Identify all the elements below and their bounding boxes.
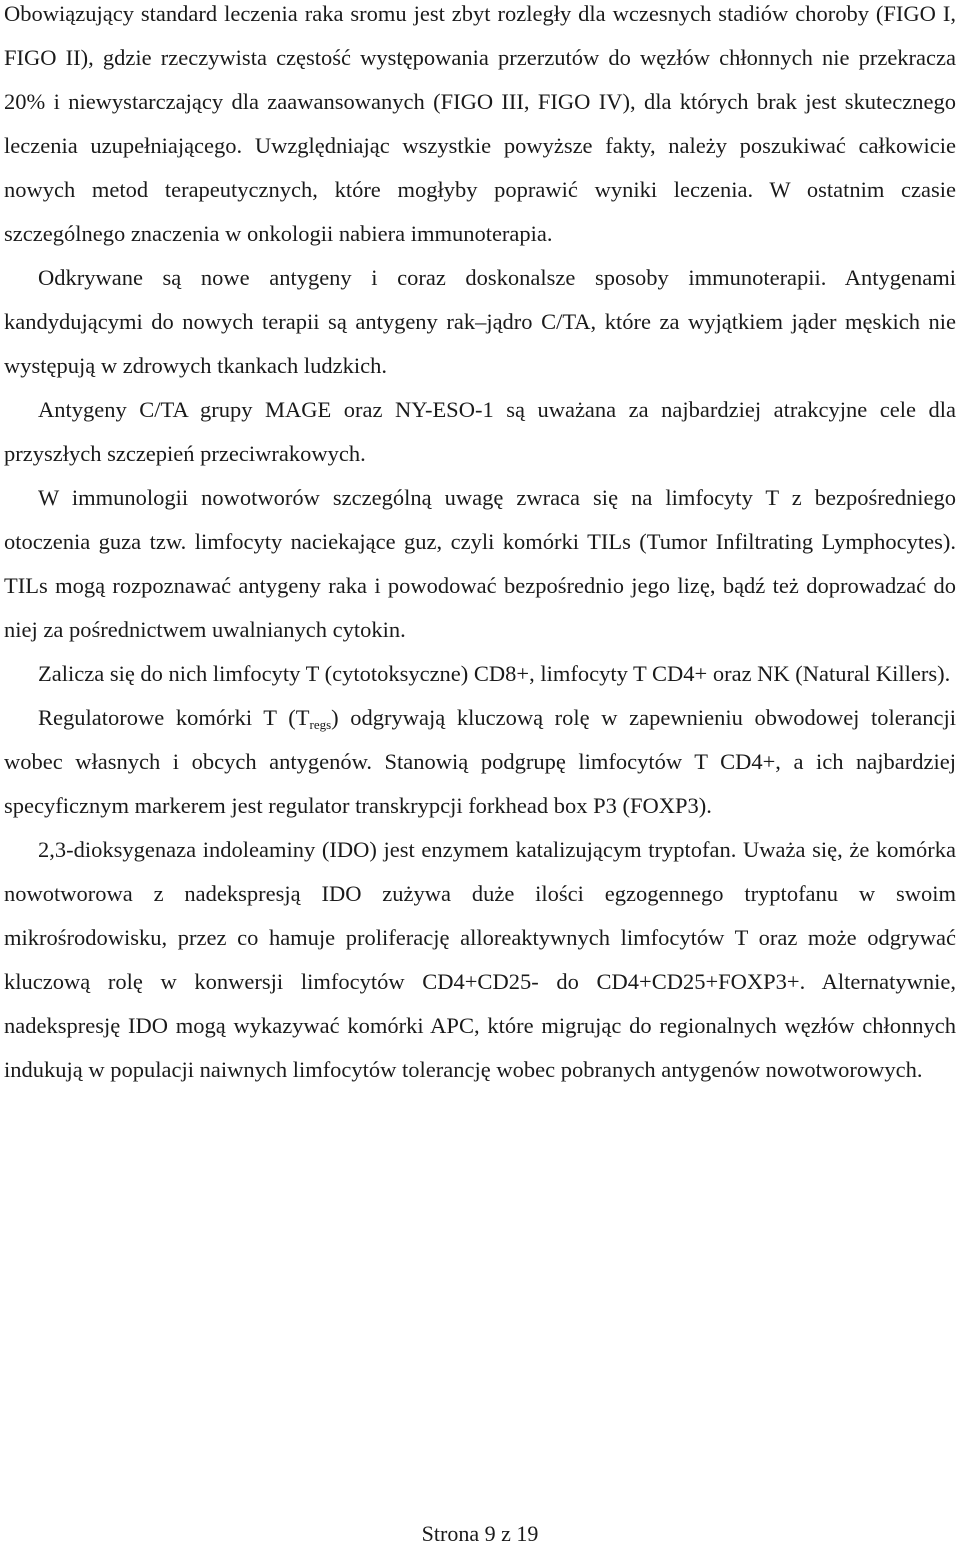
paragraph-tumor-immunology: W immunologii nowotworów szczególną uwagę zwraca się na limfocyty T z bezpośredniego otoczenia guza tzw. limfocyty naciekające guz, czyli komórki TILs (Tumor Infiltrating Lymphocytes). TILs mogą rozpoznawać antygeny raka i powodować bezpośrednio jego lizę, bądź też doprowadzać do niej za pośrednictwem uwalnianych cytokin.	[4, 485, 956, 642]
tregs-text-after: ) odgrywają kluczową rolę w zapewnieniu obwodowej tolerancji wobec własnych i obcych antygenów. Stanowią podgrupę limfocytów T CD4+, a ich najbardziej specyficznym markerem jest regulator transkrypcji forkhead box P3 (FOXP3).	[4, 705, 957, 818]
paragraph-new-antigens: Odkrywane są nowe antygeny i coraz doskonalsze sposoby immunoterapii. Antygenami kandydującymi do nowych terapii są antygeny rak–jądro C/TA, które za wyjątkiem jąder męskich nie występują w zdrowych tkankach ludzkich.	[4, 265, 956, 378]
tregs-text-before: Regulatorowe komórki T (T	[38, 705, 310, 730]
paragraph-ct-antigens: Antygeny C/TA grupy MAGE oraz NY-ESO-1 są uważana za najbardziej atrakcyjne cele dla przyszłych szczepień przeciwrakowych.	[4, 397, 956, 466]
paragraph-treatment-standard: Obowiązujący standard leczenia raka sromu jest zbyt rozległy dla wczesnych stadiów choroby (FIGO I, FIGO II), gdzie rzeczywista częstość występowania przerzutów do węzłów chłonnych nie przekracza 20% i niewystarczający dla zaawansowanych (FIGO III, FIGO IV), dla których brak jest skutecznego leczenia uzupełniającego. Uwzględniając wszystkie powyższe fakty, należy poszukiwać całkowicie nowych metod terapeutycznych, które mogłyby poprawić wyniki leczenia. W ostatnim czasie szczególnego znaczenia w onkologii nabiera immunoterapia.	[4, 1, 956, 246]
paragraph-regulatory-t-cells	[4, 696, 956, 828]
page-number: Strona 9 z 19	[421, 1521, 539, 1546]
paragraph-ido-enzyme: 2,3-dioksygenaza indoleaminy (IDO) jest enzymem katalizującym tryptofan. Uważa się, że komórka nowotworowa z nadekspresją IDO zużywa duże ilości egzogennego tryptofanu w swoim mikrośrodowisku, przez co hamuje proliferację alloreaktywnych limfocytów T oraz może odgrywać kluczową rolę w konwersji limfocytów CD4+CD25- do CD4+CD25+FOXP3+. Alternatywnie, nadekspresję IDO mogą wykazywać komórki APC, które migrując do regionalnych węzłów chłonnych indukują w populacji naiwnych limfocytów tolerancję wobec pobranych antygenów nowotworowych.	[4, 837, 956, 1082]
document-page	[4, 0, 956, 1092]
tregs-subscript: regs	[309, 717, 332, 732]
paragraph-lymphocyte-types: Zalicza się do nich limfocyty T (cytotoksyczne) CD8+, limfocyty T CD4+ oraz NK (Natural Killers).	[38, 661, 951, 686]
